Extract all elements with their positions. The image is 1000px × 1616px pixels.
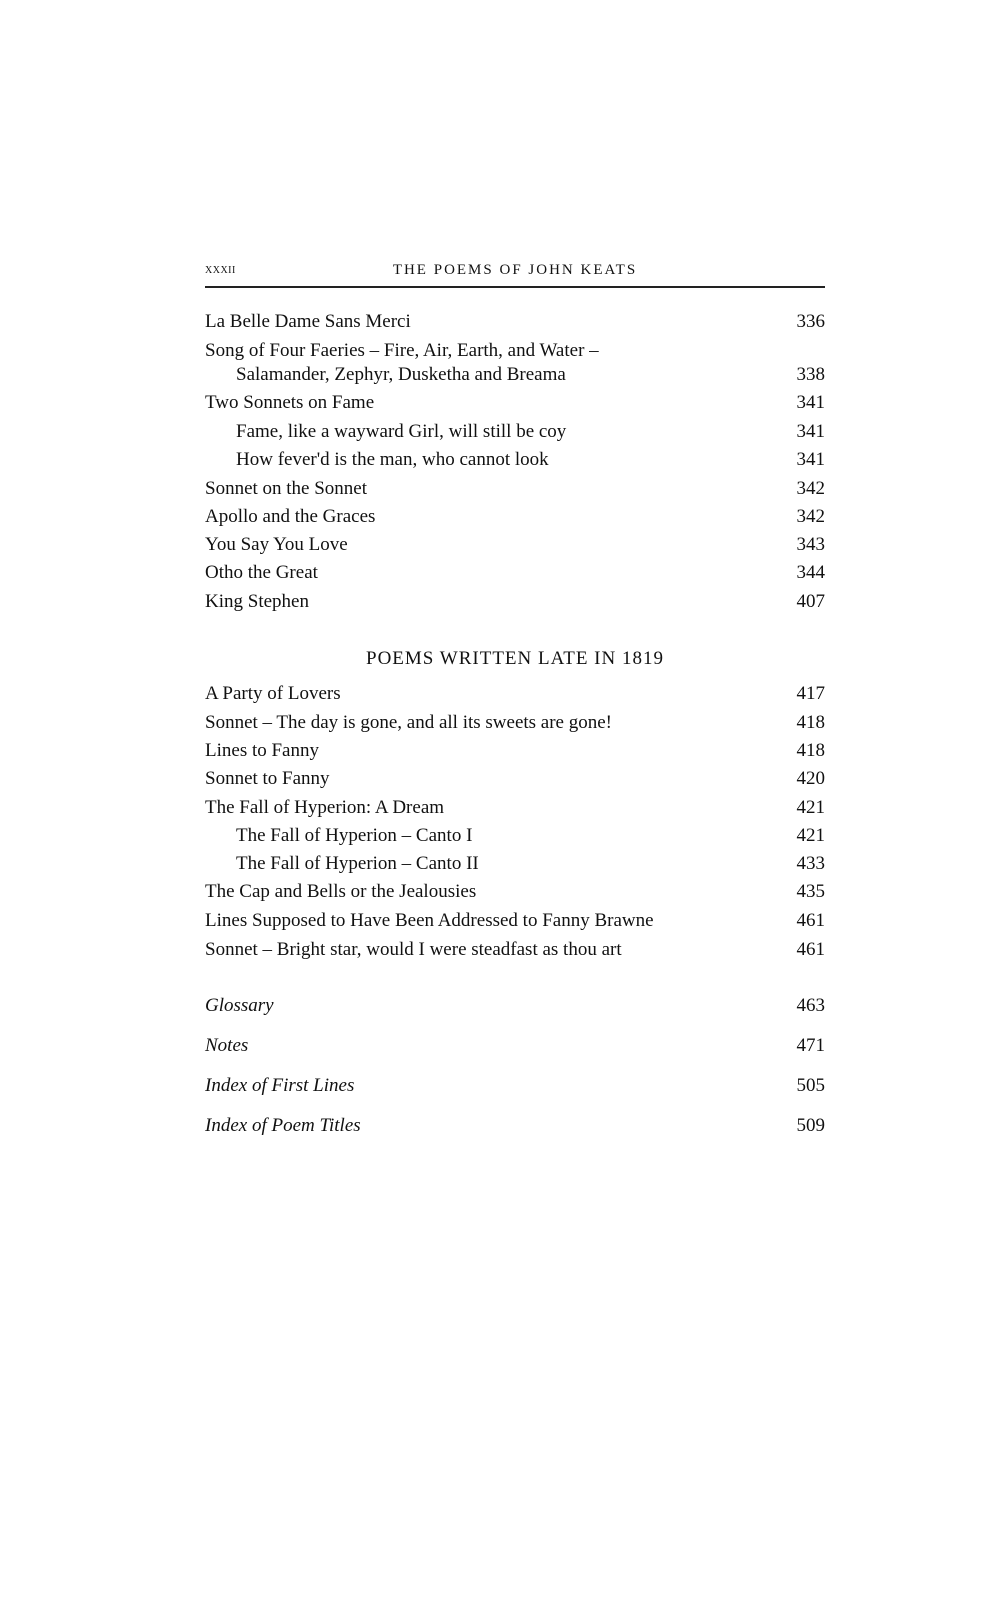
toc-entry — [205, 1074, 825, 1098]
entry-page: 418 — [796, 740, 825, 761]
entry-title: Notes — [205, 1035, 249, 1056]
entry-title: The Cap and Bells or the Jealousies — [205, 881, 477, 902]
entry-page: 461 — [796, 939, 825, 960]
entry-page: 342 — [796, 478, 825, 499]
toc-entry — [205, 505, 825, 529]
entry-page: 461 — [796, 910, 825, 931]
page-number: xxxii — [205, 262, 236, 277]
entry-title: Lines to Fanny — [205, 740, 319, 761]
toc-entry — [205, 824, 825, 848]
toc-entry — [205, 1034, 825, 1058]
running-head — [205, 262, 825, 288]
entry-page: 336 — [796, 311, 825, 332]
entry-page: 341 — [796, 449, 825, 470]
entry-page: 421 — [796, 797, 825, 818]
toc-entry — [205, 994, 825, 1018]
entry-page: 418 — [796, 712, 825, 733]
toc-entry — [205, 909, 825, 933]
entry-title: Two Sonnets on Fame — [205, 392, 375, 413]
toc-entry — [205, 590, 825, 614]
entry-title: The Fall of Hyperion: A Dream — [205, 797, 445, 818]
entry-title: Sonnet on the Sonnet — [205, 478, 368, 499]
entry-page: 421 — [796, 825, 825, 846]
entry-title: How fever'd is the man, who cannot look — [236, 449, 549, 470]
toc-entry — [205, 767, 825, 791]
entry-title: The Fall of Hyperion – Canto II — [236, 853, 479, 874]
toc-entry — [205, 448, 825, 472]
entry-title: Sonnet – The day is gone, and all its sweets are gone! — [205, 712, 612, 733]
entry-page: 417 — [796, 683, 825, 704]
entry-page: 338 — [796, 364, 825, 385]
entry-title: La Belle Dame Sans Merci — [205, 311, 411, 332]
entry-page: 471 — [796, 1035, 825, 1056]
entry-title: Index of Poem Titles — [205, 1115, 361, 1136]
toc-entry — [205, 1114, 825, 1138]
toc-entry — [205, 310, 825, 334]
entry-title: Index of First Lines — [205, 1075, 355, 1096]
entry-page: 435 — [796, 881, 825, 902]
entry-title: Sonnet – Bright star, would I were steadfast as thou art — [205, 939, 622, 960]
toc-entry — [205, 533, 825, 557]
entry-page: 505 — [796, 1075, 825, 1096]
entry-title: Otho the Great — [205, 562, 318, 583]
toc-entry — [205, 852, 825, 876]
book-title: THE POEMS OF JOHN KEATS — [392, 262, 638, 278]
toc-entry — [205, 796, 825, 820]
entry-title: A Party of Lovers — [205, 683, 341, 704]
entry-title: Apollo and the Graces — [205, 506, 376, 527]
entry-page: 463 — [796, 995, 825, 1016]
toc-entry — [205, 938, 825, 962]
entry-title: Lines Supposed to Have Been Addressed to Fanny Brawne — [205, 910, 654, 931]
entry-page: 341 — [796, 421, 825, 442]
entry-title: Fame, like a wayward Girl, will still be coy — [236, 421, 567, 442]
entry-page: 343 — [796, 534, 825, 555]
toc-entry — [205, 711, 825, 735]
entry-title: The Fall of Hyperion – Canto I — [236, 825, 473, 846]
entry-title: Song of Four Faeries – Fire, Air, Earth, and Water – — [205, 340, 599, 361]
entry-title: King Stephen — [205, 591, 309, 612]
entry-page: 344 — [796, 562, 825, 583]
toc-entry — [205, 561, 825, 585]
entry-page: 433 — [796, 853, 825, 874]
entry-page: 342 — [796, 506, 825, 527]
toc-entry — [205, 420, 825, 444]
entry-page: 420 — [796, 768, 825, 789]
entry-title: Salamander, Zephyr, Dusketha and Breama — [236, 364, 566, 385]
toc-entry — [205, 682, 825, 706]
entry-title: You Say You Love — [205, 534, 348, 555]
toc-entry — [205, 477, 825, 501]
entry-page: 509 — [796, 1115, 825, 1136]
toc-entry — [205, 739, 825, 763]
toc-entry — [205, 880, 825, 904]
entry-title: Glossary — [205, 995, 274, 1016]
entry-page: 407 — [796, 591, 825, 612]
toc-entry — [205, 363, 825, 387]
entry-title: Sonnet to Fanny — [205, 768, 330, 789]
toc-entry — [205, 339, 825, 363]
section-heading: POEMS WRITTEN LATE IN 1819 — [366, 648, 664, 669]
toc-entry — [205, 391, 825, 415]
entry-page: 341 — [796, 392, 825, 413]
